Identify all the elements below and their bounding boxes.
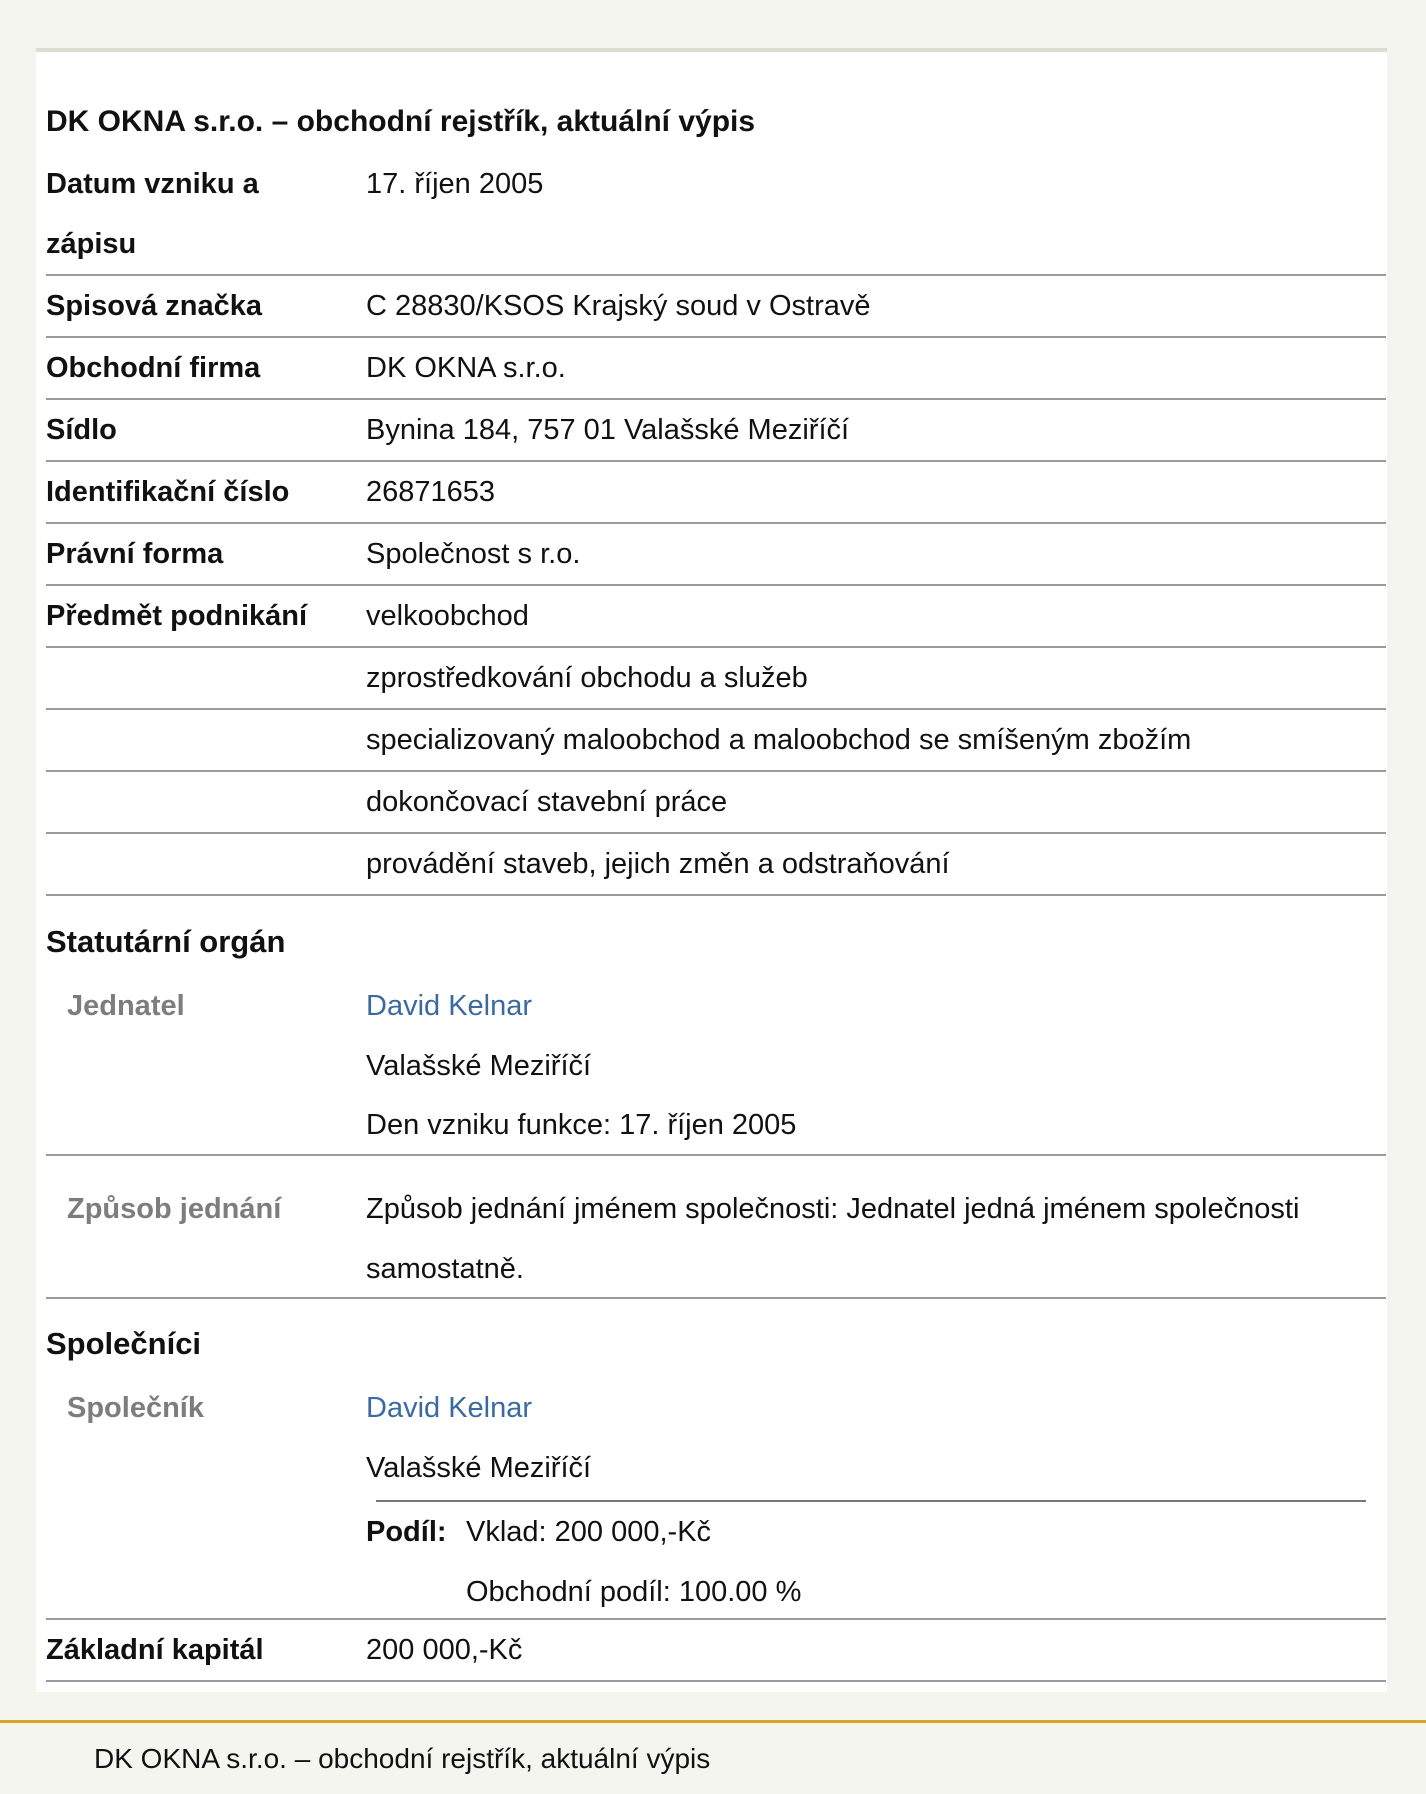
row-label: Identifikační číslo xyxy=(46,476,290,508)
row-legal-form xyxy=(46,524,1386,586)
row-value: DK OKNA s.r.o. xyxy=(366,352,566,384)
row-label: Společník xyxy=(67,1392,204,1424)
row-label: Sídlo xyxy=(46,414,117,446)
footer-title: DK OKNA s.r.o. – obchodní rejstřík, aktuální výpis xyxy=(94,1743,711,1774)
row-file-number xyxy=(46,276,1386,338)
conduct-text: Způsob jednání jménem společnosti: Jednatel jedná jménem společnosti samostatně. xyxy=(366,1193,1300,1285)
person-link[interactable]: David Kelnar xyxy=(366,1392,533,1424)
business-item: provádění staveb, jejich změn a odstraňování xyxy=(366,848,950,880)
row-label: Základní kapitál xyxy=(46,1634,264,1666)
row-partner xyxy=(46,1378,1386,1620)
person-city: Valašské Meziříčí xyxy=(366,1050,592,1082)
page-title: DK OKNA s.r.o. – obchodní rejstřík, aktuální výpis xyxy=(46,105,756,138)
row-value: 200 000,-Kč xyxy=(366,1634,523,1666)
row-value: C 28830/KSOS Krajský soud v Ostravě xyxy=(366,290,871,322)
row-label: Právní forma xyxy=(46,538,224,570)
section-heading-statutory: Statutární orgán xyxy=(46,924,286,959)
share-deposit: Vklad: 200 000,-Kč xyxy=(466,1516,712,1548)
business-item: specializovaný maloobchod a maloobchod se smíšeným zbožím xyxy=(366,724,1192,756)
function-since: Den vzniku funkce: 17. říjen 2005 xyxy=(366,1109,797,1141)
footer-divider xyxy=(0,1720,1426,1723)
row-value: 17. říjen 2005 xyxy=(366,168,544,200)
row-business xyxy=(46,772,1386,834)
row-label: Jednatel xyxy=(67,990,185,1022)
business-item: velkoobchod xyxy=(366,600,529,632)
business-item: dokončovací stavební práce xyxy=(366,786,728,818)
row-value: Bynina 184, 757 01 Valašské Meziříčí xyxy=(366,414,850,446)
row-address xyxy=(46,400,1386,462)
row-business xyxy=(46,834,1386,896)
share-label: Podíl: xyxy=(366,1516,447,1548)
row-label: Spisová značka xyxy=(46,290,262,322)
row-business xyxy=(46,710,1386,772)
row-business xyxy=(46,648,1386,710)
share-percent: Obchodní podíl: 100.00 % xyxy=(466,1576,802,1608)
register-panel xyxy=(36,48,1387,1692)
row-label: Datum vzniku a zápisu xyxy=(46,168,259,260)
business-item: zprostředkování obchodu a služeb xyxy=(366,662,808,694)
row-value: Společnost s r.o. xyxy=(366,538,581,570)
person-link[interactable]: David Kelnar xyxy=(366,990,533,1022)
section-heading-partners: Společníci xyxy=(46,1326,202,1361)
row-label: Předmět podnikání xyxy=(46,600,308,632)
row-value: 26871653 xyxy=(366,476,496,508)
row-capital xyxy=(46,1620,1386,1682)
row-label: Způsob jednání xyxy=(67,1193,282,1225)
row-label: Obchodní firma xyxy=(46,352,261,384)
row-conduct xyxy=(46,1179,1386,1299)
row-date xyxy=(46,154,1386,276)
row-id-number xyxy=(46,462,1386,524)
person-city: Valašské Meziříčí xyxy=(366,1452,592,1484)
row-executive xyxy=(46,976,1386,1156)
row-business xyxy=(46,586,1386,648)
row-company-name xyxy=(46,338,1386,400)
